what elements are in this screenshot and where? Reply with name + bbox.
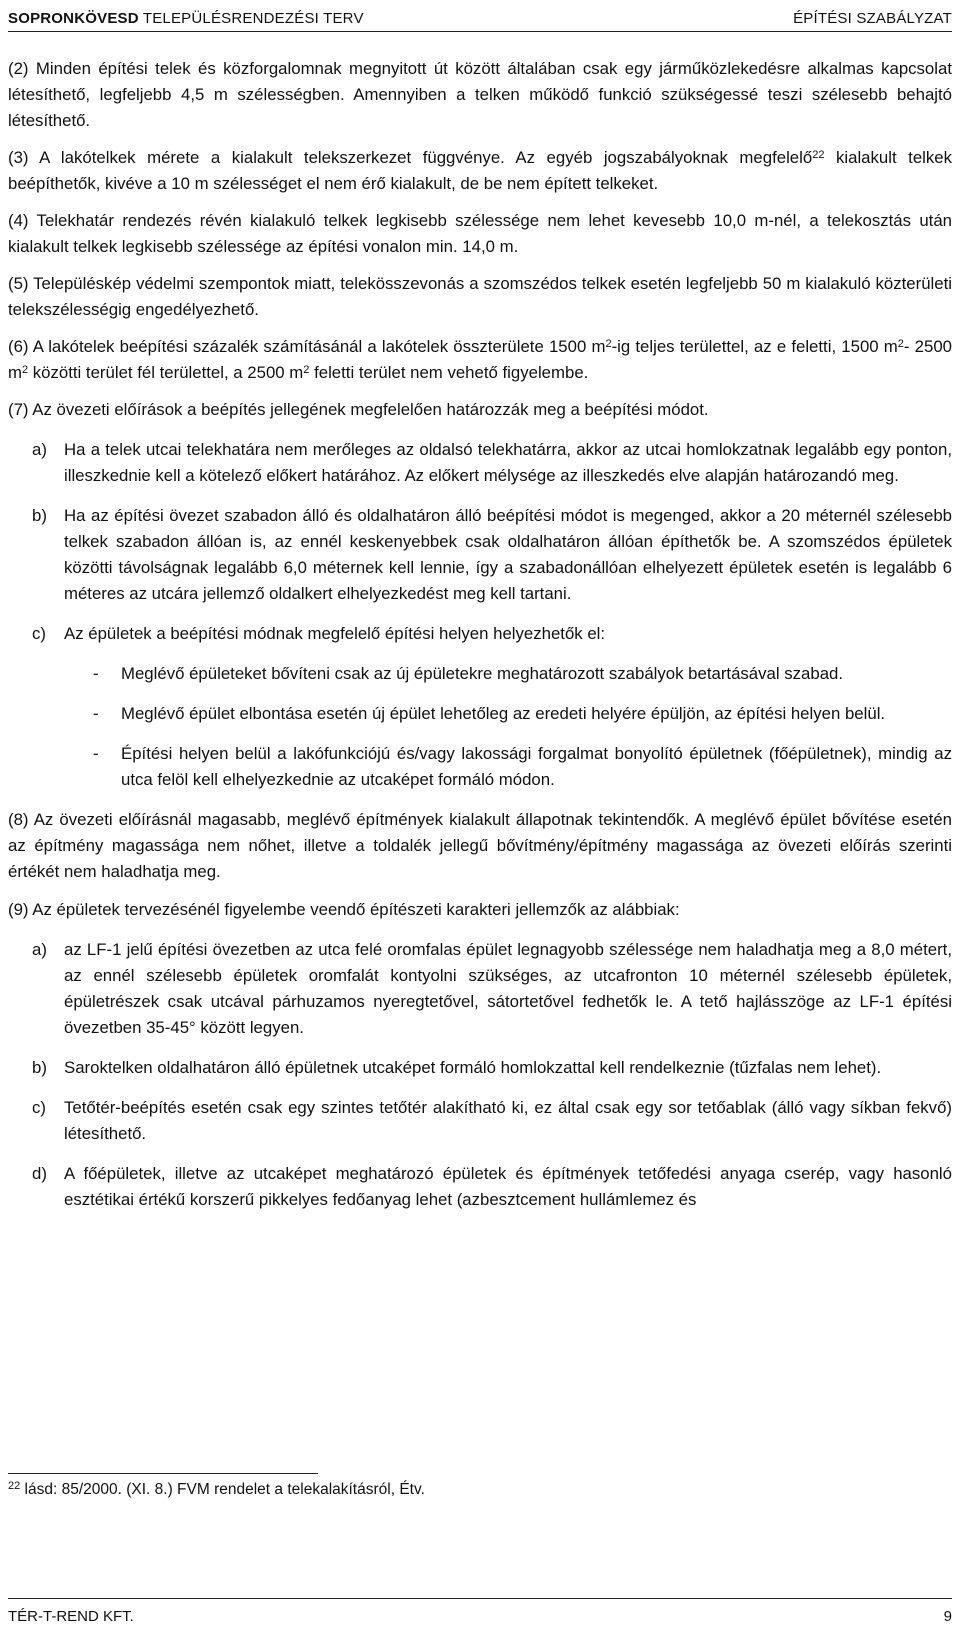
paragraph-3 <box>8 145 952 197</box>
p6-part: közötti terület fél területtel, a 2500 m <box>28 363 304 382</box>
list-9 <box>8 937 952 1213</box>
dash-marker: - <box>93 704 99 723</box>
header-title <box>8 10 364 27</box>
dash-marker: - <box>93 744 99 763</box>
dash-marker: - <box>93 664 99 683</box>
list-marker: c) <box>32 624 46 643</box>
p6-part: (6) A lakótelek beépítési százalék számításánál a lakótelek összterülete 1500 m <box>8 337 606 356</box>
sub-list-item <box>8 701 952 727</box>
footnote <box>8 1481 425 1499</box>
list-item <box>8 1095 952 1147</box>
paragraph-3-text-cont: kialakult telkek beépíthetők, kivéve a 10 m szélességet el nem érő kialakult, de be nem épített telkeket. <box>8 148 953 193</box>
list-item <box>8 937 952 1041</box>
header-title-bold: SOPRONKÖVESD <box>8 10 139 27</box>
list-text: Ha a telek utcai telekhatára nem merőleges az oldalsó telekhatárra, akkor az utcai homlokzatnak legalább egy ponton, illeszkednie kell a kötelező előkert határához. Az előkert mélysége az illeszkedés elve alapján határozandó meg. <box>64 440 952 485</box>
p6-sup: 2 <box>897 338 904 350</box>
sub-list-item <box>8 661 952 687</box>
list-item <box>8 437 952 489</box>
list-marker: d) <box>32 1164 47 1183</box>
paragraph-7: (7) Az övezeti előírások a beépítés jellegének megfelelően határozzák meg a beépítési módot. <box>8 400 709 419</box>
p6-sup: 2 <box>303 364 310 376</box>
header-title-rest: TELEPÜLÉSRENDEZÉSI TERV <box>138 10 364 27</box>
list-text: Tetőtér-beépítés esetén csak egy szintes tetőtér alakítható ki, ez által csak egy sor tetőablak (álló vagy síkban fekvő) létesíthető. <box>64 1098 952 1143</box>
footnote-ref[interactable]: 22 <box>812 149 825 161</box>
p6-sup: 2 <box>21 364 29 376</box>
paragraph-8: (8) Az övezeti előírásnál magasabb, meglévő építmények kialakult állapotnak tekintendők. A meglévő épület bővítése esetén az építmény magassága nem nőhet, illetve a toldalék jellegű bővítmény/építmény magassága az övezeti előírás szerinti értékét nem haladhatja meg. <box>8 810 952 881</box>
footer-company: TÉR-T-REND KFT. <box>8 1608 134 1625</box>
list-item <box>8 1055 952 1081</box>
footnote-number: 22 <box>8 1480 21 1492</box>
sub-list-text: Meglévő épületeket bővíteni csak az új épületekre meghatározott szabályok betartásával szabad. <box>121 664 844 683</box>
list-text: az LF-1 jelű építési övezetben az utca felé oromfalas épület legnagyobb szélessége nem haladhatja meg a 8,0 métert, az ennél szélesebb épületek oromfalát kontyolni szükséges, az utcafronton 10 méternél szélesebb épületek, épületrészek csak utcával párhuzamos nyeregtetővel, sátortetővel fedhetők le. A tető hajlásszöge az LF-1 építési övezetben 35-45° között legyen. <box>64 940 952 1037</box>
list-text: Az épületek a beépítési módnak megfelelő építési helyen helyezhetők el: <box>64 624 606 643</box>
page-footer <box>8 1598 952 1625</box>
list-marker: a) <box>32 940 47 959</box>
paragraph-6 <box>8 334 952 386</box>
page-header <box>8 4 952 32</box>
sub-list-text: Meglévő épület elbontása esetén új épület lehetőleg az eredeti helyére épüljön, az építési helyen belül. <box>121 704 886 723</box>
list-text: A főépületek, illetve az utcaképet meghatározó épületek és építmények tetőfedési anyaga cserép, vagy hasonló esztétikai értékű korszerű pikkelyes fedőanyag lehet (azbesztcement hullámlemez és <box>64 1164 952 1209</box>
p6-sup: 2 <box>605 338 612 350</box>
list-item <box>8 503 952 607</box>
list-7 <box>8 437 952 793</box>
page-number: 9 <box>943 1608 952 1625</box>
paragraph-2: (2) Minden építési telek és közforgalomnak megnyitott út között általában csak egy járműközlekedésre alkalmas kapcsolat létesíthető, legfeljebb 4,5 m szélességben. Amennyiben a telken működő funkció szükségessé teszi szélesebb behajtó létesíthető. <box>8 59 952 130</box>
footnote-divider <box>8 1473 318 1474</box>
list-item <box>8 1161 952 1213</box>
paragraph-9: (9) Az épületek tervezésénél figyelembe veendő építészeti karakteri jellemzők az alábbiak: <box>8 900 680 919</box>
list-item <box>8 621 952 647</box>
header-section: ÉPÍTÉSI SZABÁLYZAT <box>793 10 952 27</box>
p6-part: feletti terület nem vehető figyelembe. <box>309 363 589 382</box>
list-text: Saroktelken oldalhatáron álló épületnek utcaképet formáló homlokzattal kell rendelkeznie (tűzfalas nem lehet). <box>64 1058 882 1077</box>
paragraph-3-text: (3) A lakótelkek mérete a kialakult telekszerkezet függvénye. Az egyéb jogszabályoknak megfelelő <box>8 148 813 167</box>
list-marker: b) <box>32 506 47 525</box>
sub-list-item <box>8 741 952 793</box>
sub-list-text: Építési helyen belül a lakófunkciójú és/vagy lakossági forgalmat bonyolító épületnek (főépületnek), mindig az utca felöl kell elhelyezkednie az utcaképet formáló módon. <box>121 744 952 789</box>
main-content <box>8 56 952 1227</box>
footnote-text: lásd: 85/2000. (XI. 8.) FVM rendelet a telekalakításról, Étv. <box>20 1481 425 1498</box>
list-marker: b) <box>32 1058 47 1077</box>
list-text: Ha az építési övezet szabadon álló és oldalhatáron álló beépítési módot is megenged, akkor a 20 méternél szélesebb telkek szabadon állóan is, az ennél keskenyebbek csak oldalhatáron állóan építhetők be. A szomszédos épületek közötti távolságnak legalább 6,0 méternek kell lennie, így a szabadonállóan elhelyezett épületek esetén is legalább 6 méteres az utcára jellemző oldalkert elhelyezkedést meg kell tartani. <box>64 506 952 603</box>
paragraph-5: (5) Településkép védelmi szempontok miatt, telekösszevonás a szomszédos telkek esetén legfeljebb 50 m kialakuló közterületi telekszélességig engedélyezhető. <box>8 274 952 319</box>
p6-part: -ig teljes területtel, az e feletti, 1500 m <box>611 337 898 356</box>
list-marker: a) <box>32 440 47 459</box>
list-marker: c) <box>32 1098 46 1117</box>
paragraph-4: (4) Telekhatár rendezés révén kialakuló telkek legkisebb szélessége nem lehet kevesebb 10,0 m-nél, a telekosztás után kialakult telkek legkisebb szélessége az építési vonalon min. 14,0 m. <box>8 211 952 256</box>
p6-part: - 2500 m <box>8 337 952 382</box>
